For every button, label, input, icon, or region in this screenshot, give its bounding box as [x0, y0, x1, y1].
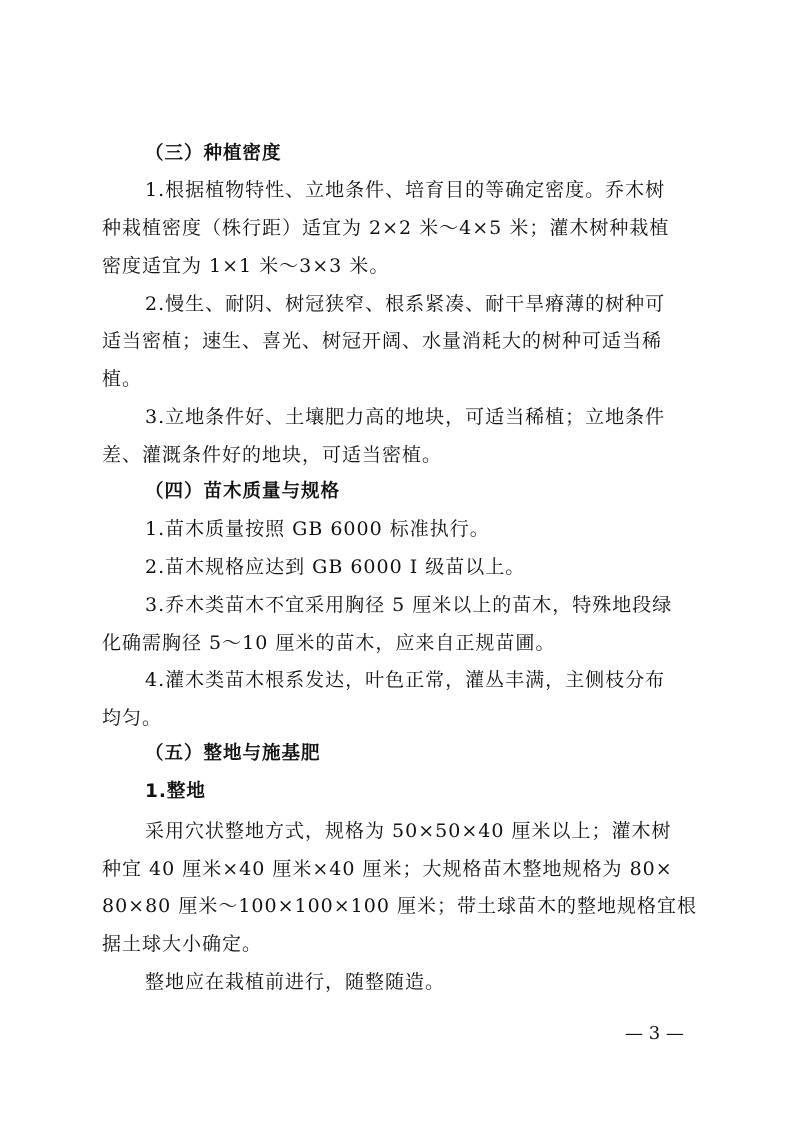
- paragraph-line: 差、灌溉条件好的地块，可适当密植。: [102, 444, 443, 466]
- paragraph-line: 种栽植密度（株行距）适宜为 2×2 米～4×5 米；灌木树种栽植: [102, 217, 670, 239]
- paragraph-line: 4.灌木类苗木根系发达，叶色正常，灌丛丰满，主侧枝分布: [145, 669, 666, 691]
- paragraph-line: 植。: [102, 368, 143, 390]
- paragraph-line: 2.苗木规格应达到 GB 6000 I 级苗以上。: [145, 556, 526, 578]
- paragraph-line: 适当密植；速生、喜光、树冠开阔、水量消耗大的树种可适当稀: [102, 330, 663, 352]
- section-heading-seedling-quality: （四）苗木质量与规格: [145, 481, 341, 502]
- paragraph-line: 1.根据植物特性、立地条件、培育目的等确定密度。乔木树: [145, 179, 666, 201]
- paragraph-line: 2.慢生、耐阴、树冠狭窄、根系紧凑、耐干旱瘠薄的树种可: [145, 293, 666, 315]
- paragraph-line: 3.立地条件好、土壤肥力高的地块，可适当稀植；立地条件: [145, 406, 666, 428]
- paragraph-line: 3.乔木类苗木不宜采用胸径 5 厘米以上的苗木，特殊地段绿: [145, 594, 673, 616]
- paragraph-line: 1.苗木质量按照 GB 6000 标准执行。: [145, 518, 490, 540]
- paragraph-line: 据土球大小确定。: [102, 933, 263, 955]
- paragraph-line: 采用穴状整地方式，规格为 50×50×40 厘米以上；灌木树: [145, 820, 672, 842]
- subsection-heading-land-preparation: 1.整地: [145, 781, 206, 802]
- page-number: — 3 —: [625, 1023, 684, 1044]
- paragraph-line: 均匀。: [102, 707, 163, 729]
- paragraph-line: 种宜 40 厘米×40 厘米×40 厘米；大规格苗木整地规格为 80×: [102, 858, 673, 880]
- paragraph-line: 化确需胸径 5～10 厘米的苗木，应来自正规苗圃。: [102, 632, 556, 654]
- paragraph-line: 整地应在栽植前进行，随整随造。: [145, 971, 446, 993]
- paragraph-line: 80×80 厘米～100×100×100 厘米；带土球苗木的整地规格宜根: [102, 895, 697, 917]
- section-heading-planting-density: （三）种植密度: [145, 143, 282, 164]
- section-heading-land-preparation: （五）整地与施基肥: [145, 743, 321, 764]
- paragraph-line: 密度适宜为 1×1 米～3×3 米。: [102, 255, 390, 277]
